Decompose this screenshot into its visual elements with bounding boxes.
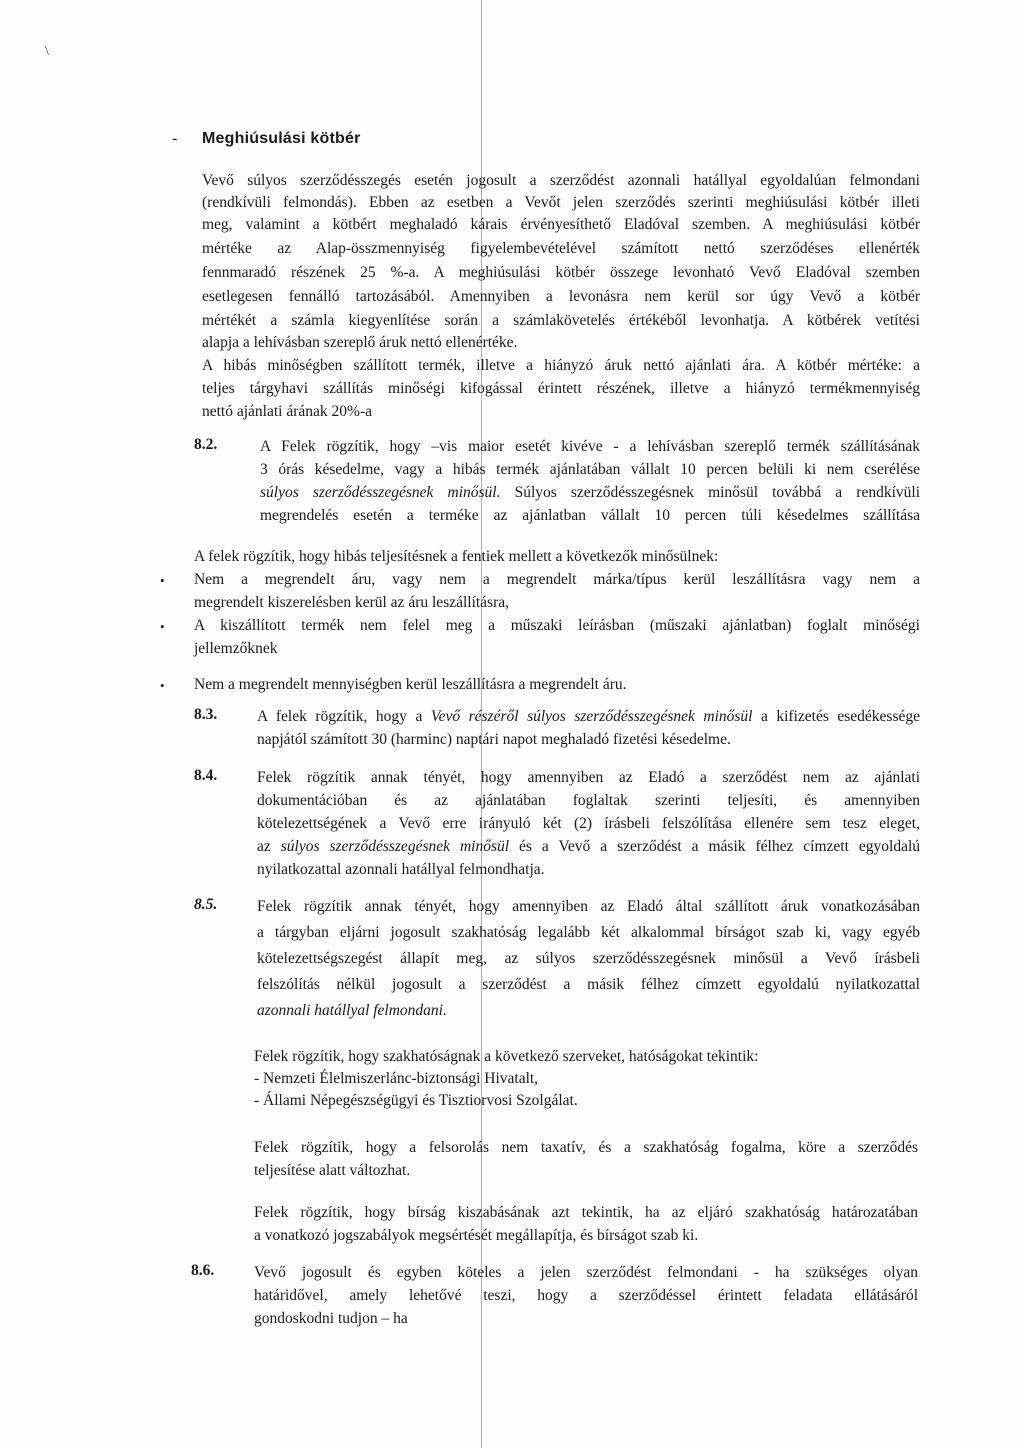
p1-line: (rendkívüli felmondás). Ebben az esetben a Vevőt jelen szerződés szerinti meghiúsulási kötbér illeti xyxy=(202,194,920,211)
s82-line: 3 órás késedelme, vagy a hibás termék ajánlatában vállalt 10 percen belüli ki nem cserélése xyxy=(260,461,920,478)
s82-line: A Felek rögzítik, hogy –vis maior esetét kivéve - a lehívásban szereplő termék szállításának xyxy=(260,438,920,455)
s82-line: megrendelés esetén a terméke az ajánlatban vállalt 10 percen túli késedelmes szállítása xyxy=(260,507,920,524)
s83-line: napjától számított 30 (harminc) naptári napot meghaladó fizetési késedelme. xyxy=(257,731,731,748)
s86-line: Vevő jogosult és egyben köteles a jelen szerződést felmondani - ha szükséges olyan xyxy=(254,1264,918,1281)
s84-line: dokumentációban és az ajánlatában foglaltak szerinti teljesíti, és amennyiben xyxy=(257,792,920,809)
s84-line xyxy=(257,836,920,859)
heading-dash: - xyxy=(172,130,178,147)
authorities-line: Felek rögzítik, hogy szakhatóságnak a következő szerveket, hatóságokat tekintik: xyxy=(254,1048,759,1065)
section-number-8-6: 8.6. xyxy=(191,1262,215,1279)
scan-mark: \ xyxy=(45,44,49,59)
bullet-line: A kiszállított termék nem felel meg a műszaki leírásban (műszaki ajánlatban) foglalt minőségi xyxy=(194,617,920,634)
bullet-marker: • xyxy=(160,619,165,634)
p1-line: mértékét a számla kiegyenlítése során a számlakövetelés értékéből levonhatja. A kötbérek vetítési xyxy=(202,312,920,329)
p1-line: esetlegesen fennálló tartozásából. Amennyiben a levonásra nem kerül sor úgy Vevő a kötbér xyxy=(202,288,920,305)
s82-line xyxy=(260,482,920,505)
s84-line: nyilatkozattal azonnali hatállyal felmondhatja. xyxy=(257,861,545,878)
s85-line: kötelezettségszegést állapít meg, az súlyos szerződésszegésnek minősül a Vevő írásbeli xyxy=(257,950,920,967)
s82-text: Súlyos szerződésszegésnek minősül továbbá a rendkívüli xyxy=(500,484,920,501)
s85-line: a tárgyban eljárni jogosult szakhatóság legalább két alkalommal bírságot szab ki, vagy egyéb xyxy=(257,924,920,941)
p2-line: teljes tárgyhavi szállítás minőségi kifogással érintett részének, illetve a hiányzó termékmennyiség xyxy=(202,380,920,397)
p1-line: Vevő súlyos szerződésszegés esetén jogosult a szerződést azonnali hatállyal egyoldalúan felmondani xyxy=(202,172,920,189)
s84-text: az xyxy=(257,838,281,855)
p2-line: A hibás minőségben szállított termék, illetve a hiányzó áruk nettó ajánlati ára. A kötbér mértéke: a xyxy=(202,357,920,374)
s83-text: A felek rögzítik, hogy a xyxy=(257,708,431,725)
section-number-8-5: 8.5. xyxy=(194,896,218,913)
s85-line: felszólítás nélkül jogosult a szerződést a másik félhez címzett egyoldalú nyilatkozattal xyxy=(257,976,920,993)
authorities-line: - Nemzeti Élelmiszerlánc-biztonsági Hivatalt, xyxy=(254,1070,539,1087)
fine-line: a vonatkozó jogszabályok megsértését megállapítja, és bírságot szab ki. xyxy=(254,1227,699,1244)
p1-line: mértéke az Alap-összmennyiség figyelembevételével számított nettó szerződéses ellenérték xyxy=(202,240,920,257)
bullet-line: jellemzőknek xyxy=(194,640,278,657)
section-number-8-3: 8.3. xyxy=(194,706,218,723)
s86-line: gondoskodni tudjon – ha xyxy=(254,1310,408,1327)
s83-italic: Vevő részéről súlyos szerződésszegésnek minősül xyxy=(430,708,753,725)
s84-line: kötelezettségének a Vevő erre irányuló két (2) írásbeli felszólítása ellenére sem tesz eleget, xyxy=(257,815,920,832)
s83-line xyxy=(257,706,920,729)
authorities-line: - Állami Népegészségügyi és Tisztiorvosi Szolgálat. xyxy=(254,1092,578,1109)
bullet-line: Nem a megrendelt áru, vagy nem a megrendelt márka/típus kerül leszállításra vagy nem a xyxy=(194,571,920,588)
p1-line: alapja a lehívásban szereplő áruk nettó ellenértéke. xyxy=(202,334,518,351)
p1-line: fennmaradó részének 25 %-a. A meghiúsulási kötbér összege levonható Vevő Eladóval szemben xyxy=(202,264,920,281)
intro-line: A felek rögzítik, hogy hibás teljesítésnek a fentiek mellett a következők minősülnek: xyxy=(194,548,719,565)
bullet-marker: • xyxy=(160,573,165,588)
p1-line: meg, valamint a kötbért meghaladó kárais érvényesíthető Eladóval szemben. A meghiúsulási kötbér xyxy=(202,216,920,233)
bullet-marker: • xyxy=(160,678,165,693)
s84-italic: súlyos szerződésszegésnek minősül xyxy=(280,838,510,855)
s84-line: Felek rögzítik annak tényét, hogy amennyiben az Eladó a szerződést nem az ajánlati xyxy=(257,769,920,786)
p2-line: nettó ajánlati árának 20%-a xyxy=(202,403,372,420)
s84-text: és a Vevő a szerződést a másik félhez címzett egyoldalú xyxy=(509,838,921,855)
section-number-8-4: 8.4. xyxy=(194,767,218,784)
enum-line: teljesítése alatt változhat. xyxy=(254,1162,411,1179)
s85-italic: azonnali hatállyal felmondani. xyxy=(257,1002,447,1019)
section-number-8-2: 8.2. xyxy=(194,436,218,453)
section-heading: Meghiúsulási kötbér xyxy=(202,130,361,147)
s85-line: Felek rögzítik annak tényét, hogy amennyiben az Eladó által szállított áruk vonatkozásában xyxy=(257,898,920,915)
s83-text: a kifizetés esedékessége xyxy=(752,708,921,725)
fine-line: Felek rögzítik, hogy bírság kiszabásának azt tekintik, ha az eljáró szakhatóság határozatában xyxy=(254,1204,918,1221)
bullet-line: Nem a megrendelt mennyiségben kerül leszállításra a megrendelt áru. xyxy=(194,676,627,693)
s86-line: határidővel, amely lehetővé teszi, hogy a szerződéssel érintett feladata ellátásáról xyxy=(254,1287,918,1304)
bullet-line: megrendelt kiszerelésben kerül az áru leszállításra, xyxy=(194,594,510,611)
s85-line xyxy=(257,1000,447,1023)
s82-italic: súlyos szerződésszegésnek minősül. xyxy=(260,484,501,501)
enum-line: Felek rögzítik, hogy a felsorolás nem taxatív, és a szakhatóság fogalma, köre a szerződés xyxy=(254,1139,918,1156)
